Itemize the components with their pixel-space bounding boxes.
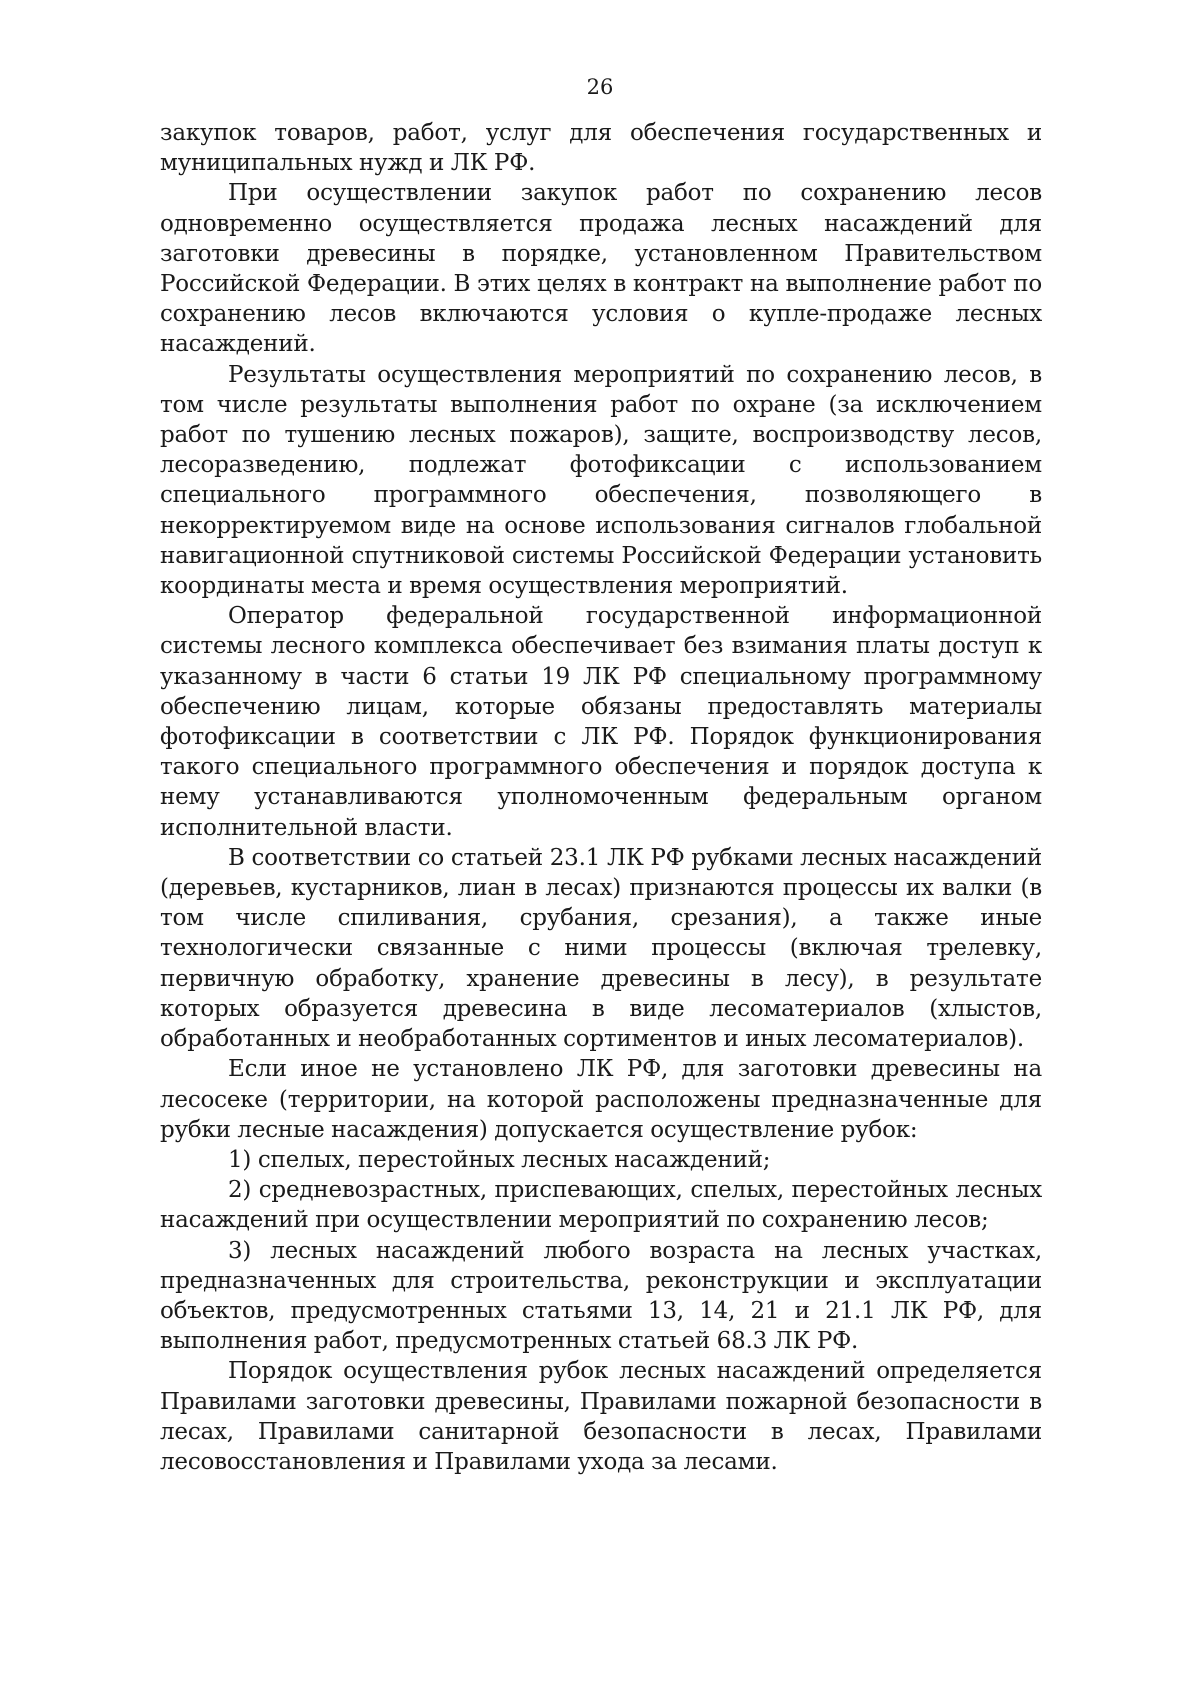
paragraph-system-operator: Оператор федеральной государственной информационной системы лесного комплекса обеспечивает без взимания платы доступ к указанному в части 6 статьи 19 ЛК РФ специальному программному обеспечению лицам, которые обязаны предоставлять материалы фотофиксации в соответствии с ЛК РФ. Порядок функционирования такого специального программного обеспечения и порядок доступа к нему устанавливаются уполномоченным федеральным органом исполнительной власти. bbox=[160, 603, 1042, 841]
document-body bbox=[160, 118, 1042, 1477]
list-item-3: 3) лесных насаждений любого возраста на лесных участках, предназначенных для строительства, реконструкции и эксплуатации объектов, предусмотренных статьями 13, 14, 21 и 21.1 ЛК РФ, для выполнения работ, предусмотренных статьей 68.3 ЛК РФ. bbox=[160, 1237, 1042, 1355]
list-item-1: 1) спелых, перестойных лесных насаждений; bbox=[228, 1146, 771, 1173]
paragraph-procurement-sale: При осуществлении закупок работ по сохранению лесов одновременно осуществляется продажа лесных насаждений для заготовки древесины в порядке, установленном Правительством Российской Федерации. В этих целях в контракт на выполнение работ по сохранению лесов включаются условия о купле-продаже лесных насаждений. bbox=[160, 180, 1042, 358]
paragraph-logging-allowed: Если иное не установлено ЛК РФ, для заготовки древесины на лесосеке (территории, на которой расположены предназначенные для рубки лесные насаждения) допускается осуществление рубок: bbox=[160, 1056, 1042, 1143]
paragraph-logging-definition: В соответствии со статьей 23.1 ЛК РФ рубками лесных насаждений (деревьев, кустарников, лиан в лесах) признаются процессы их валки (в том числе спиливания, срубания, срезания), а также иные технологически связанные с ними процессы (включая трелевку, первичную обработку, хранение древесины в лесу), в результате которых образуется древесина в виде лесоматериалов (хлыстов, обработанных и необработанных сортиментов и иных лесоматериалов). bbox=[160, 844, 1042, 1053]
paragraph-continuation: закупок товаров, работ, услуг для обеспечения государственных и муниципальных нужд и ЛК РФ. bbox=[160, 120, 1042, 177]
paragraph-logging-rules: Порядок осуществления рубок лесных насаждений определяется Правилами заготовки древесины, Правилами пожарной безопасности в лесах, Правилами санитарной безопасности в лесах, Правилами лесовосстановления и Правилами ухода за лесами. bbox=[160, 1358, 1042, 1475]
paragraph-photo-fixation: Результаты осуществления мероприятий по сохранению лесов, в том числе результаты выполнения работ по охране (за исключением работ по тушению лесных пожаров), защите, воспроизводству лесов, лесоразведению, подлежат фотофиксации с использованием специального программного обеспечения, позволяющего в некорректируемом виде на основе использования сигналов глобальной навигационной спутниковой системы Российской Федерации установить координаты места и время осуществления мероприятий. bbox=[160, 361, 1042, 600]
page-number: 26 bbox=[586, 75, 614, 99]
list-item-2: 2) средневозрастных, приспевающих, спелых, перестойных лесных насаждений при осуществлении мероприятий по сохранению лесов; bbox=[160, 1177, 1042, 1234]
